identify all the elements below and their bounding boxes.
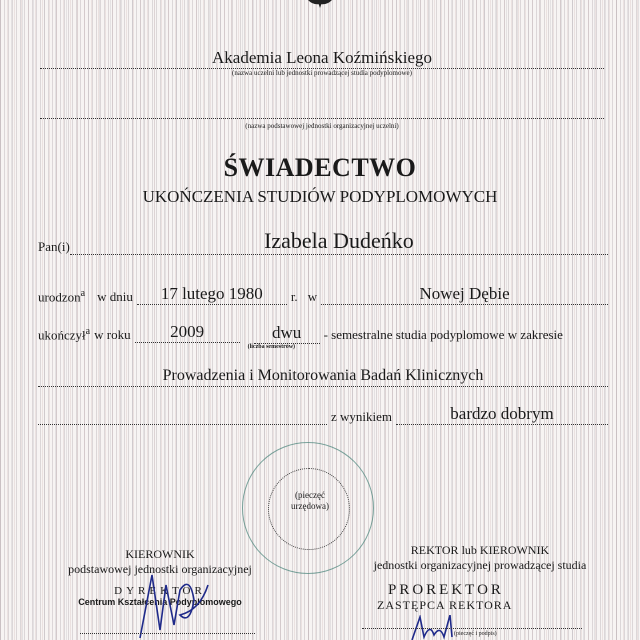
year-label: w roku [94,327,131,342]
right-subtitle: jednostki organizacyjnej prowadzącej studia [373,558,587,572]
unit-name [40,100,604,119]
completed-suffix: a [85,325,91,337]
left-title: KIEROWNIK [125,547,195,561]
result-row [38,406,608,425]
right-signature-line [362,628,582,629]
completed-label: ukończył [38,327,86,342]
person-label: Pan(i) [38,239,70,254]
document-subtitle: UKOŃCZENIA STUDIÓW PODYPLOMOWYCH [142,187,498,206]
result-value: bardzo dobrym [450,404,554,423]
institution-name: Akademia Leona Koźmińskiego [212,48,432,67]
day-label: w dniu [97,289,133,304]
seal-caption: (pieczęć urzędowa) [291,490,329,511]
institution-caption: (nazwa uczelni lub jednostki prowadzącej studia podyplomowe) [232,69,412,77]
unit-field [40,100,604,130]
birth-row [38,286,608,305]
birth-date: 17 lutego 1980 [160,284,263,303]
unit-caption: (nazwa podstawowej jednostki organizacyjnej uczelni) [245,122,399,130]
completion-text: - semestralne studia podyplomowe w zakresie [323,327,563,342]
birth-place: Nowej Dębie [419,284,510,303]
left-stamp-subtitle: Centrum Kształcenia Podyplomowego [78,597,242,607]
left-signature-line [80,633,255,634]
right-title: REKTOR lub KIEROWNIK [410,543,550,557]
born-label: urodzon [38,289,81,304]
eagle-emblem-icon [300,0,340,8]
place-label: w [307,289,318,304]
right-signature-caption: (pieczęć i podpis) [454,631,497,637]
right-stamp-title: PROREKTOR [388,582,504,598]
right-stamp-subtitle: ZASTĘPCA REKTORA [377,598,513,612]
year-suffix-label: r. [290,289,298,304]
person-row [38,228,608,255]
born-suffix: a [80,287,86,299]
institution-field [40,46,604,77]
field-value: Prowadzenia i Monitorowania Badań Klinicznych [162,367,484,384]
left-subtitle: podstawowej jednostki organizacyjnej [68,562,252,576]
signature-right [350,543,610,573]
completion-year: 2009 [170,322,205,341]
field-row [38,366,608,387]
left-signature-icon [130,570,230,640]
result-label: z wynikiem [330,409,392,424]
semester-count: dwu [271,323,302,342]
completion-row [38,322,618,350]
document-title: ŚWIADECTWO [223,153,417,182]
semester-caption: (liczba semestrów) [247,344,296,350]
person-name: Izabela Dudeńko [264,228,414,253]
left-stamp-title: DYREKTOR [114,585,206,597]
